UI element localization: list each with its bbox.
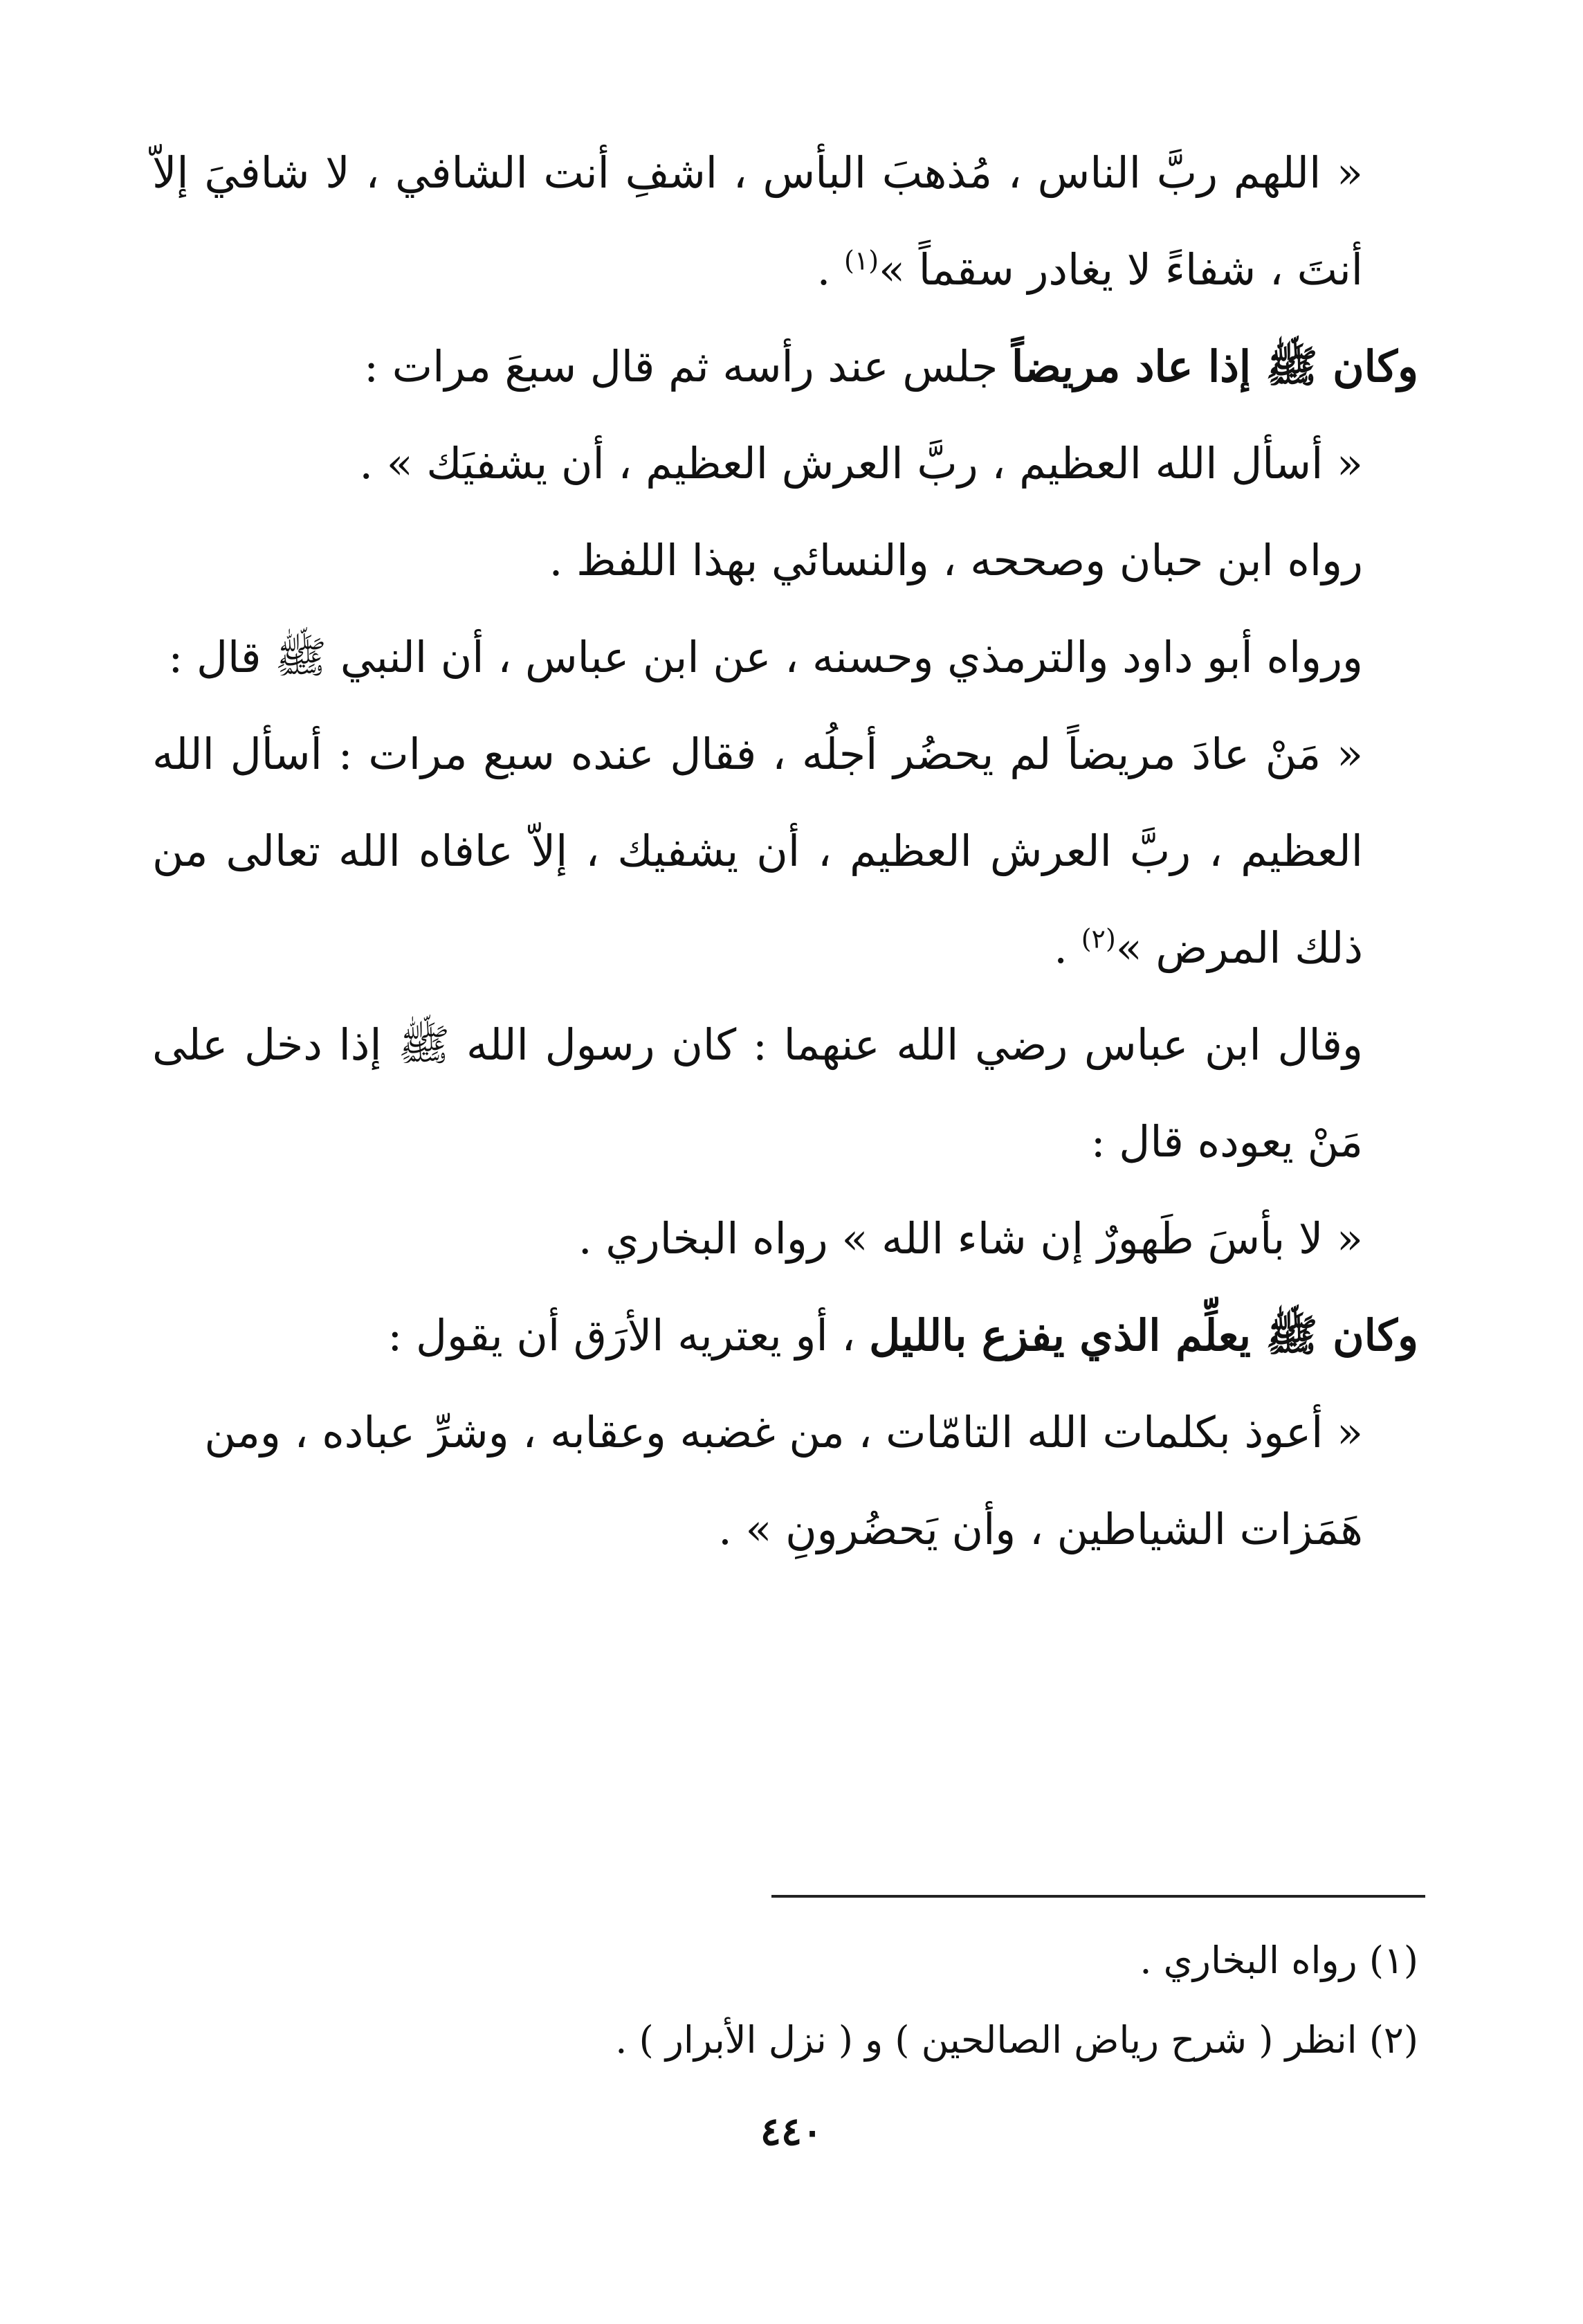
- bold-phrase: يعلِّم الذي يفزع بالليل: [869, 1310, 1252, 1361]
- hadith-paragraph-2: « لا بأسَ طَهورٌ إن شاء الله » رواه البخاري .: [578, 1213, 1363, 1264]
- page-number: ٤٤٠: [760, 2109, 823, 2154]
- dua-paragraph-1: « اللهم ربَّ الناس ، مُذهبَ البأس ، اشفِ أنت الشافي ، لا شافيَ إلاّ أنتَ ، شفاءً لا يغادر سقماً »$^{(١)}$ .: [152, 147, 1363, 295]
- footnote-1: (١) رواه البخاري .: [1140, 1939, 1418, 1982]
- footnote-2: (٢) انظر ( شرح رياض الصالحين ) و ( نزل الأبرار ) .: [615, 2018, 1418, 2062]
- narration-paragraph-4: وكان ﷺ يعلِّم الذي يفزع بالليل ، أو يعتريه الأرَق أن يقول :: [387, 1310, 1418, 1361]
- bold-phrase: إذا عاد مريضاً: [1011, 341, 1252, 392]
- footnote-ref-2[interactable]: (٢): [1081, 923, 1116, 954]
- dua-paragraph-3: « أعوذ بكلمات الله التامّات ، من غضبه وعقابه ، وشرِّ عباده ، ومن هَمَزات الشياطين ، وأن يَحضُرونِ » .: [204, 1407, 1363, 1554]
- source-paragraph-1: رواه ابن حبان وصححه ، والنسائي بهذا اللفظ .: [549, 535, 1363, 585]
- main-text: [152, 125, 1418, 1578]
- narration-paragraph-2: ورواه أبو داود والترمذي وحسنه ، عن ابن عباس ، أن النبي ﷺ قال :: [168, 632, 1363, 682]
- footnote-ref-1[interactable]: (١): [844, 245, 879, 276]
- narration-paragraph-1: وكان ﷺ إذا عاد مريضاً جلس عند رأسه ثم قال سبعَ مرات :: [364, 341, 1418, 392]
- dua-paragraph-2: « أسأل الله العظيم ، ربَّ العرش العظيم ، أن يشفيَك » .: [359, 438, 1363, 489]
- narration-paragraph-3: وقال ابن عباس رضي الله عنهما : كان رسول الله ﷺ إذا دخل على مَنْ يعوده قال :: [152, 1019, 1363, 1167]
- footnote-separator: [771, 1895, 1425, 1898]
- footnotes: [152, 1921, 1418, 2080]
- hadith-paragraph-1: « مَنْ عادَ مريضاً لم يحضُر أجلُه ، فقال عنده سبع مرات : أسأل الله العظيم ، ربَّ العرش العظيم ، أن يشفيك ، إلاّ عافاه الله تعالى من ذلك المرض »$^{(٢)}$ .: [152, 729, 1363, 973]
